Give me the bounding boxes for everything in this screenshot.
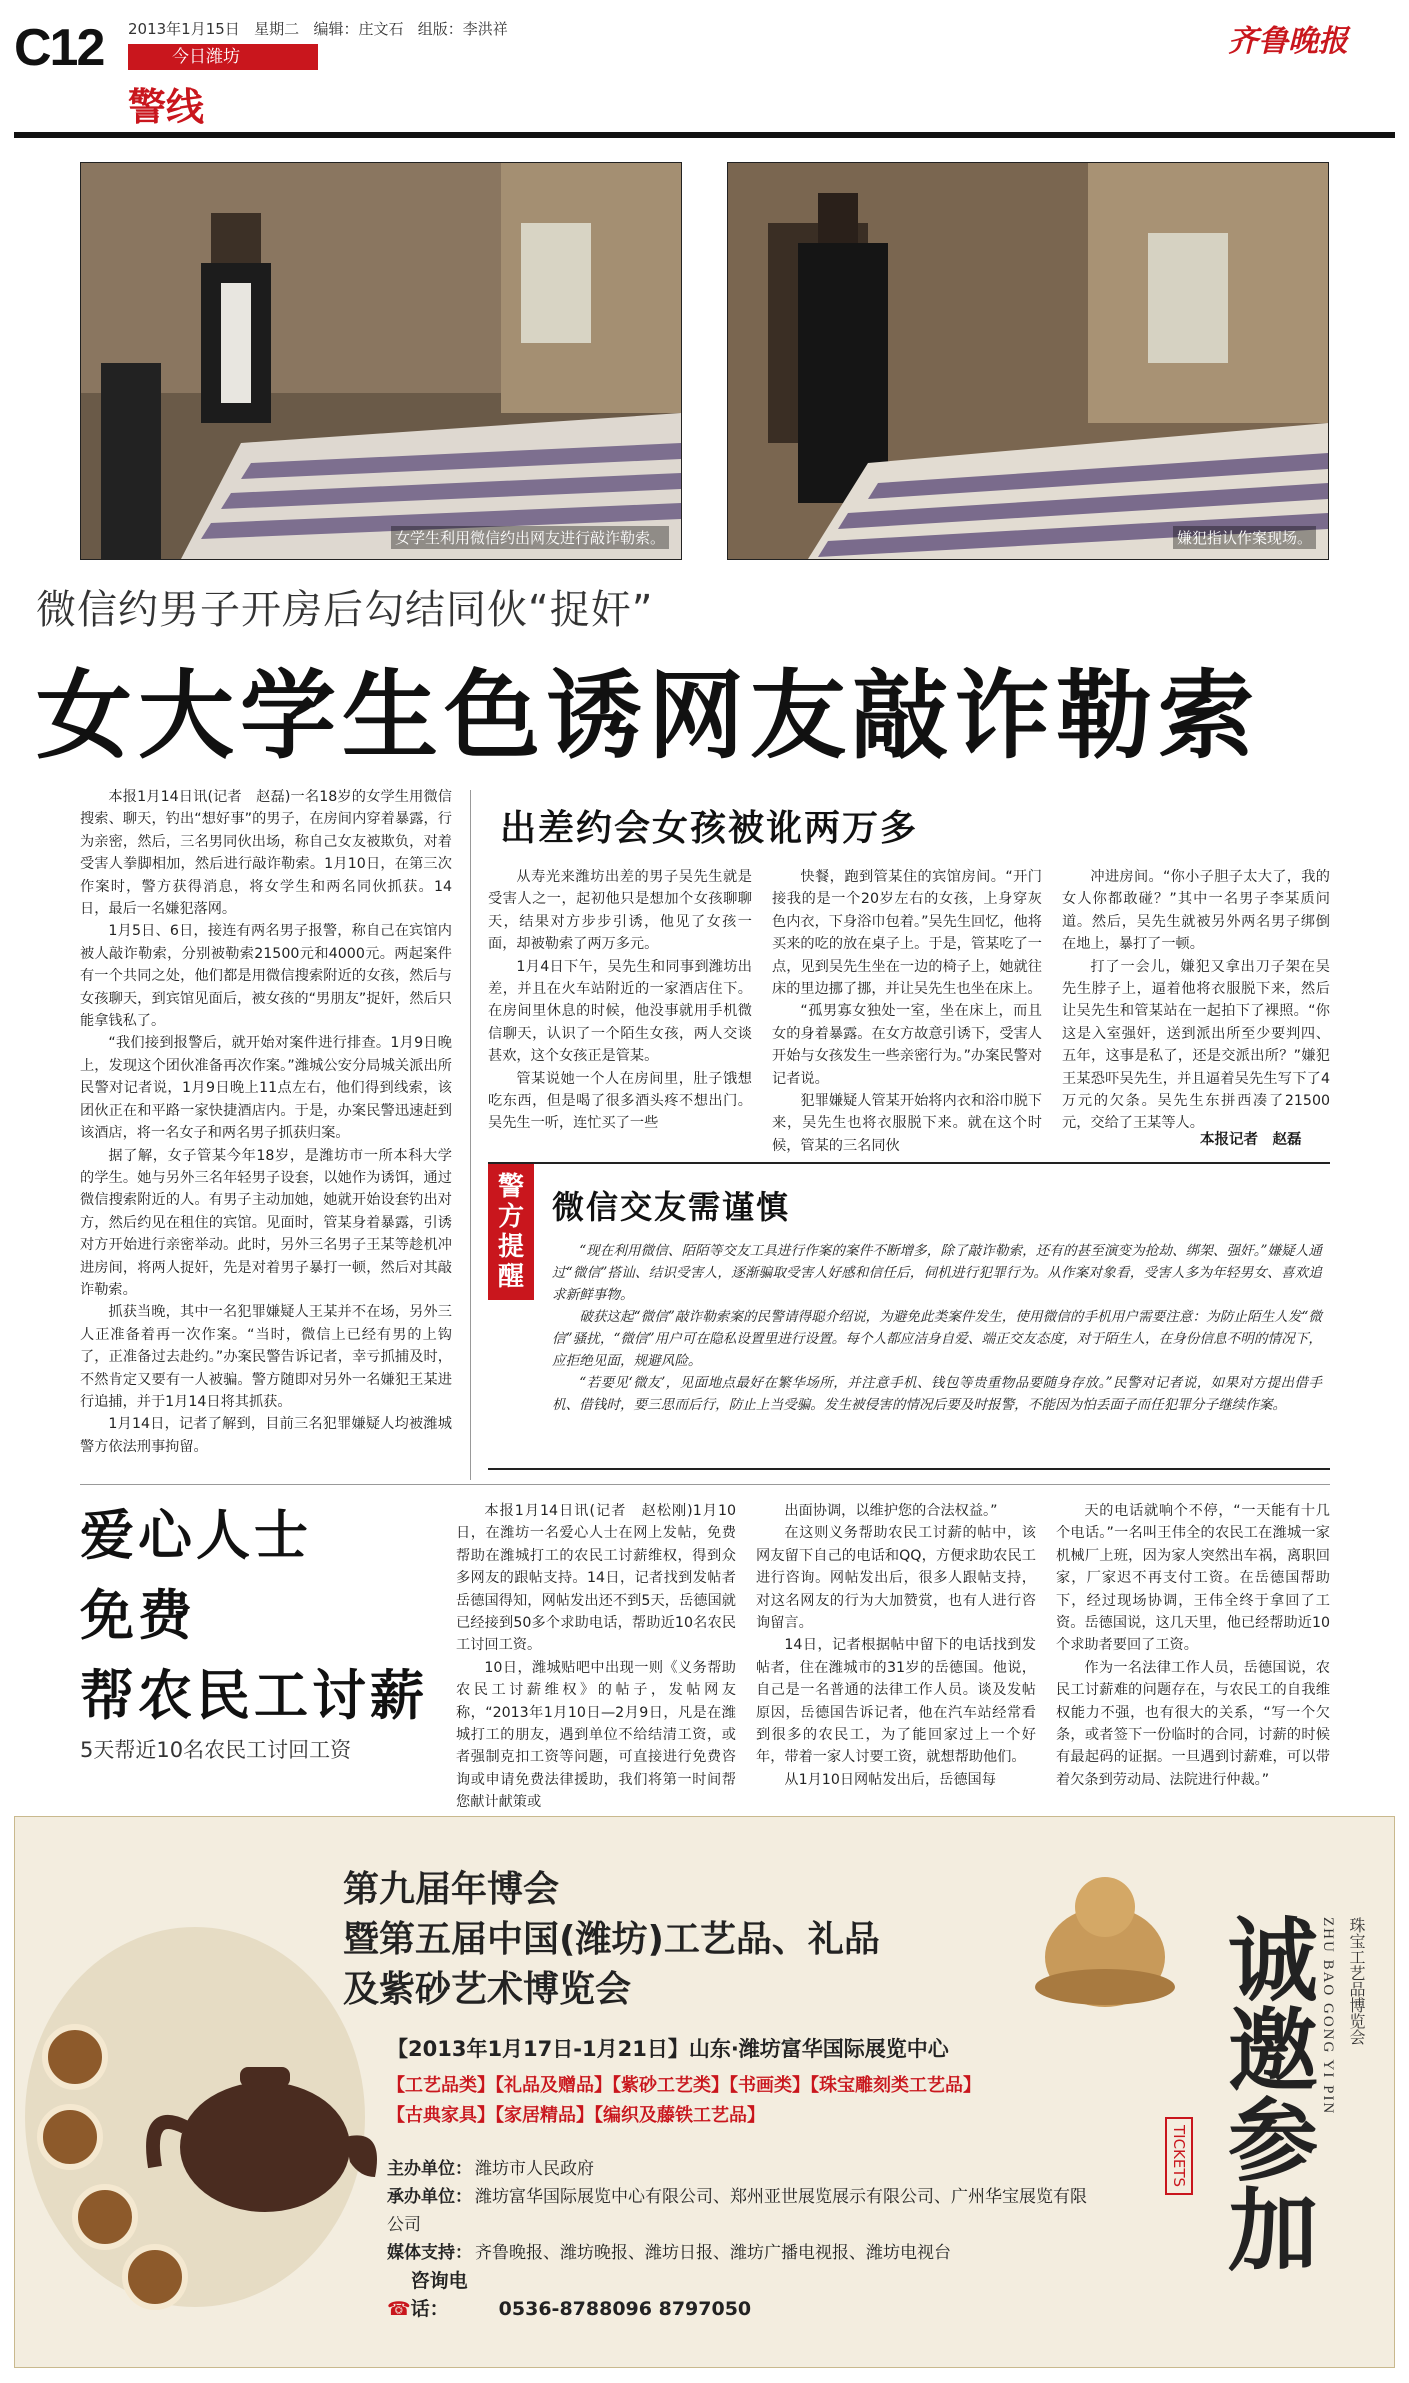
story-headline: 女大学生色诱网友敲诈勒索 <box>36 660 1260 772</box>
paper-logo: 齐鲁晚报 <box>1228 24 1348 59</box>
police-tip-box <box>488 1162 1330 1470</box>
story-subtitle: 微信约男子开房后勾结同伙“捉奸” <box>36 587 654 633</box>
ad-info <box>387 2155 1087 2323</box>
label: 主办单位： <box>387 2159 472 2179</box>
editor: 编辑：庄文石 <box>313 20 404 38</box>
column-divider <box>470 790 471 1480</box>
ad-organizer <box>387 2155 1087 2183</box>
headline-line: 爱心人士 <box>80 1504 312 1567</box>
value: 潍坊富华国际展览中心有限公司、郑州亚世展览展示有限公司、广州华宝展览有限公司 <box>387 2187 1087 2235</box>
ad-title <box>343 1865 880 2015</box>
second-column-2 <box>756 1500 1036 1800</box>
photo-suspect <box>727 162 1329 560</box>
ad-categories-row: 【工艺品类】【礼品及赠品】【紫砂工艺类】【书画类】【珠宝雕刻类工艺品】 <box>387 2075 981 2096</box>
paragraph: 打了一会儿，嫌犯又拿出刀子架在吴先生脖子上，逼着他将衣服脱下来，然后让吴先生和管某站在一起拍下了裸照。“你这是入室强奸，送到派出所至少要判四、五年，这事是私了，还是交派出所？”嫌犯王某恐吓吴先生，并且逼着吴先生写下了4万元的欠条。吴先生东拼西凑了21500元，交给了王某等人。 <box>1062 958 1330 1132</box>
paragraph: 本报1月14日讯(记者 赵磊)一名18岁的女学生用微信搜索、聊天，钓出“想好事”的男子，在房间内穿着暴露，行为亲密，然后，三名男同伙出场，称自己女友被欺负，对着受害人拳脚相加，然后进行敲诈勒索。1月10日，在第三次作案时，警方获得消息，将女学生和两名同伙抓获。14日，最后一名嫌犯落网。 <box>80 789 452 918</box>
story-divider <box>80 1484 1330 1485</box>
issue-weekday: 星期二 <box>254 20 300 38</box>
headline-line: 免费 <box>80 1584 196 1647</box>
tip-body <box>552 1240 1322 1416</box>
ad-media <box>387 2239 1087 2267</box>
header-meta <box>128 18 508 39</box>
phone-icon: ☎ <box>387 2298 411 2320</box>
teapot-illustration <box>15 1877 395 2367</box>
paragraph: “孤男寡女独处一室，坐在床上，而且女的身着暴露。在女方故意引诱下，受害人开始与女孩发生一些亲密行为。”办案民警对记者说。 <box>772 1003 1042 1087</box>
paragraph: 10日，潍城贴吧中出现一则《义务帮助农民工讨薪维权》的帖子，发帖网友称，“2013年1月10日—2月9日，凡是在潍城打工的朋友，遇到单位不给结清工资，或者强制克扣工资等问题，可直接进行免费咨询或申请免费法律援助，我们将第一时间帮您献计献策或 <box>456 1659 736 1811</box>
paragraph: 据了解，女子管某今年18岁，是潍坊市一所本科大学的学生。她与另外三名年轻男子设套，以她作为诱饵，通过微信搜索附近的人。有男子主动加她，她就开始设套钓出对方，然后约见在租住的宾馆。见面时，管某身着暴露，引诱对方开始进行亲密举动。此时，另外三名男子王某等趁机冲进房间，将两人捉奸，先是对着男子暴打一顿，然后对其敲诈勒索。 <box>80 1147 452 1298</box>
paragraph: 在这则义务帮助农民工讨薪的帖中，该网友留下自己的电话和QQ，方便求助农民工进行咨询。网帖发出后，很多人跟帖支持，对这名网友的行为大加赞赏，也有人进行咨询留言。 <box>756 1525 1036 1632</box>
section-name: 警线 <box>128 85 205 129</box>
label: 承办单位： <box>387 2187 472 2207</box>
paragraph: 从寿光来潍坊出差的男子吴先生就是受害人之一，起初他只是想加个女孩聊聊天，结果对方步步引诱，他见了女孩一面，却被勒索了两万多元。 <box>488 869 752 953</box>
paragraph: 破获这起“微信”敲诈勒索案的民警请得聪介绍说，为避免此类案件发生，使用微信的手机用户需要注意：为防止陌生人发“微信”骚扰，“微信”用户可在隐私设置里进行设置。每个人都应洁身自爱、端正交友态度，对于陌生人，在身份信息不明的情况下，应拒绝见面，规避风险。 <box>552 1309 1322 1369</box>
paragraph: 冲进房间。“你小子胆子太大了，我的女人你都敢碰？”其中一名男子李某质问道。然后，吴先生就被另外两名男子绑倒在地上，暴打了一顿。 <box>1062 869 1330 953</box>
buddha-figurine <box>1025 1857 1185 2017</box>
layout-editor: 组版：李洪祥 <box>417 20 508 38</box>
paragraph: 14日，记者根据帖中留下的电话找到发帖者，住在潍城市的31岁的岳德国。他说，自己是一名普通的法律工作人员。谈及发帖原因，岳德国告诉记者，他在汽车站经常看到很多的农民工，为了能回家过上一个好年，带着一家人讨要工资，就想帮助他们。 <box>756 1637 1036 1766</box>
paragraph: 天的电话就响个不停，“一天能有十几个电话。”一名叫王伟全的农民工在潍城一家机械厂上班，因为家人突然出车祸，离职回家，厂家迟不再支付工资。在岳德国帮助下，经过现场协调，王伟全终于拿回了工资。岳德国说，这几天里，他已经帮助近10个求助者要回了工资。 <box>1056 1503 1330 1654</box>
second-column-3 <box>1056 1500 1330 1800</box>
paragraph: 管某说她一个人在房间里，肚子饿想吃东西，但是喝了很多酒头疼不想出门。吴先生一听，连忙买了一些 <box>488 1070 752 1132</box>
sidebar-title: 出差约会女孩被讹两万多 <box>500 808 919 849</box>
photo-illustration <box>728 163 1328 559</box>
paragraph: “若要见‘微友’，见面地点最好在繁华场所，并注意手机、钱包等贵重物品要随身存放。”民警对记者说，如果对方提出借手机、借钱时，要三思而后行，防止上当受骗。发生被侵害的情况后要及时报警，不能因为怕丢面子而任犯罪分子继续作案。 <box>552 1375 1322 1413</box>
label: 咨询电话： <box>410 2270 468 2320</box>
value: 0536-8788096 8797050 <box>498 2298 752 2320</box>
paragraph: 犯罪嫌疑人管某开始将内衣和浴巾脱下来，吴先生也将衣服脱下来。就在这个时候，管某的三名同伙 <box>772 1093 1042 1154</box>
section-tab: 今日潍坊 <box>128 44 318 70</box>
ad-categories <box>387 2071 981 2131</box>
paragraph: 1月14日，记者了解到，目前三名犯罪嫌疑人均被潍城警方依法刑事拘留。 <box>80 1416 452 1455</box>
paragraph: 1月4日下午，吴先生和同事到潍坊出差，并且在火车站附近的一家酒店住下。在房间里休息的时候，他没事就用手机微信聊天，认识了一个陌生女孩，两人交谈甚欢，这个女孩正是管某。 <box>488 958 752 1065</box>
paragraph: 从1月10日网帖发出后，岳德国每 <box>784 1771 996 1788</box>
story-column-4 <box>1062 866 1330 1132</box>
ad-invite: 诚邀参加 <box>1212 1913 1318 2273</box>
value: 潍坊市人民政府 <box>475 2159 594 2179</box>
story-column-3 <box>772 866 1042 1156</box>
paragraph: 1月5日、6日，接连有两名男子报警，称自己在宾馆内被人敲诈勒索，分别被勒索21500元和4000元。两起案件有一个共同之处，他们都是用微信搜索附近的女孩，然后与女孩聊天，到宾馆见面后，被女孩的“男朋友”捉奸，然后只能拿钱私了。 <box>80 923 452 1030</box>
value: 齐鲁晚报、潍坊晚报、潍坊日报、潍坊广播电视报、潍坊电视台 <box>475 2243 951 2263</box>
paragraph: “现在利用微信、陌陌等交友工具进行作案的案件不断增多，除了敲诈勒索，还有的甚至演变为抢劫、绑架、强奸。”嫌疑人通过“微信”搭讪、结识受害人，逐渐骗取受害人好感和信任后，伺机进行犯罪行为。从作案对象看，受害人多为年轻男女、喜欢追求新鲜事物。 <box>552 1243 1322 1303</box>
second-column-1 <box>456 1500 736 1811</box>
paragraph: 快餐，跑到管某住的宾馆房间。“开门接我的是一个20岁左右的女孩，上身穿灰色内衣，下身浴巾包着。”吴先生回忆，他将买来的吃的放在桌子上。于是，管某吃了一点，见到吴先生坐在一边的椅子上，她就往床的里边挪了挪，并让吴先生也坐在床上。 <box>772 869 1042 998</box>
ad-title-line: 第九届年博会 <box>343 1869 560 1910</box>
story-column-1 <box>80 786 452 1486</box>
issue-date: 2013年1月15日 <box>128 20 240 38</box>
ad-categories-row: 【古典家具】【家居精品】【编织及藤铁工艺品】 <box>387 2105 765 2126</box>
ad-undertaker <box>387 2183 1087 2239</box>
ad-phone <box>387 2267 1087 2323</box>
byline: 本报记者 赵磊 <box>1200 1132 1302 1148</box>
photo-caption: 嫌犯指认作案现场。 <box>1173 526 1316 549</box>
second-headline <box>80 1496 428 1736</box>
ad-cn-small: 珠宝工艺品博览会 <box>1347 1917 1366 2045</box>
paragraph: “我们接到报警后，就开始对案件进行排查。1月9日晚上，发现这个团伙准备再次作案。”潍城公安分局城关派出所民警对记者说，1月9日晚上11点左右，他们得到线索，该团伙正在和平路一家快捷酒店内。于是，办案民警迅速赶到该酒店，将一名女子和两名男子抓获归案。 <box>80 1035 452 1142</box>
ad-latin: ZHU BAO GONG YI PIN <box>1320 1917 1336 2116</box>
paragraph: 出面协调，以维护您的合法权益。” <box>784 1503 998 1519</box>
second-deck: 5天帮近10名农民工讨回工资 <box>80 1738 352 1762</box>
page-number: C12 <box>14 19 104 77</box>
header-rule <box>14 132 1395 138</box>
headline-line: 帮农民工讨薪 <box>80 1664 428 1727</box>
ad-title-line: 暨第五届中国(潍坊)工艺品、礼品 <box>343 1919 880 1960</box>
ad-title-line: 及紫砂艺术博览会 <box>343 1969 632 2010</box>
tip-tag: 警方提醒 <box>488 1164 534 1300</box>
expo-advertisement <box>14 1816 1395 2368</box>
tip-title: 微信交友需谨慎 <box>552 1188 791 1226</box>
paragraph: 抓获当晚，其中一名犯罪嫌疑人王某并不在场，另外三人正准备着再一次作案。“当时，微信上已经有男的上钩了，正准备过去赴约。”办案民警告诉记者，幸亏抓捕及时，不然肯定又要有一人被骗。警方随即对另外一名嫌犯王某进行追捕，并于1月14日将其抓获。 <box>80 1304 452 1410</box>
paragraph: 作为一名法律工作人员，岳德国说，农民工讨薪难的问题存在，与农民工的自我维权能力不强，也有很大的关系，“写一个欠条，或者签下一份临时的合同，讨薪的时候有最起码的证据。一旦遇到讨薪难，可以带着欠条到劳动局、法院进行仲裁。” <box>1056 1659 1330 1788</box>
story-column-2 <box>488 866 752 1156</box>
tickets-stamp: TICKETS <box>1165 2117 1193 2195</box>
photo-female-student <box>80 162 682 560</box>
photo-illustration <box>81 163 681 559</box>
paragraph: 本报1月14日讯(记者 赵松刚)1月10日，在潍坊一名爱心人士在网上发帖，免费帮助在潍城打工的农民工讨薪维权，得到众多网友的跟帖支持。14日，记者找到发帖者岳德国得知，网帖发出还不到5天，岳德国就已经接到50多个求助电话，帮助近10名农民工讨回工资。 <box>456 1503 736 1654</box>
ad-date-venue: 【2013年1月17日-1月21日】山东·潍坊富华国际展览中心 <box>387 2037 949 2061</box>
label: 媒体支持： <box>387 2243 472 2263</box>
photo-caption: 女学生利用微信约出网友进行敲诈勒索。 <box>391 526 669 549</box>
